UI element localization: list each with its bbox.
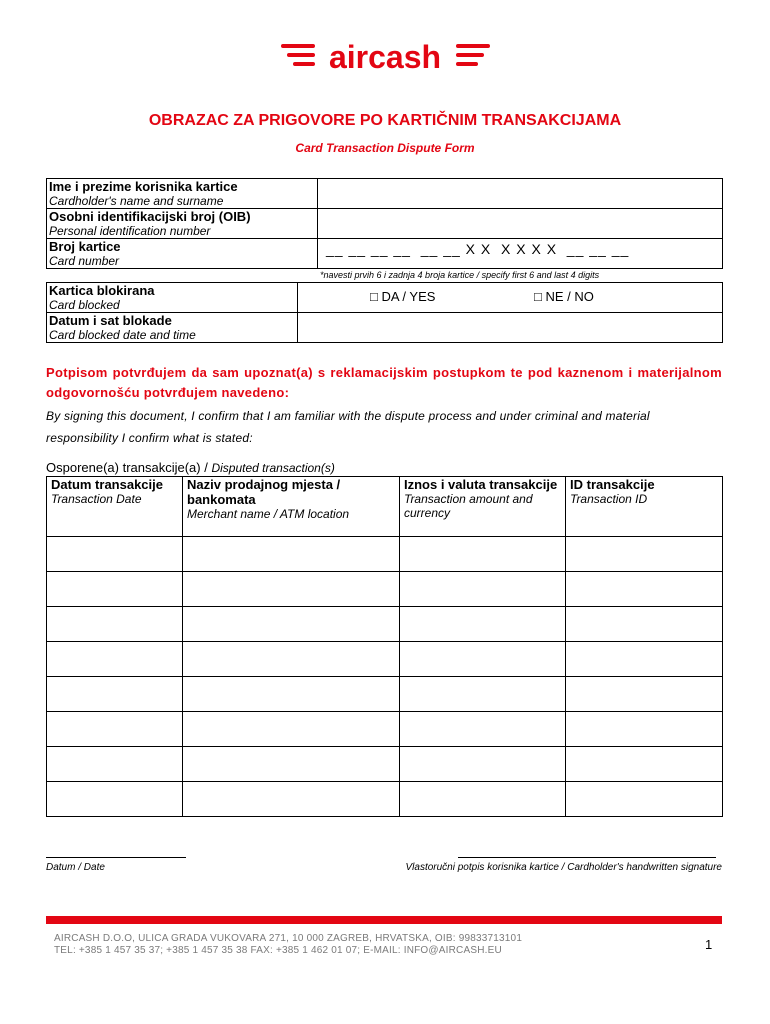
date-signature-line[interactable]: [46, 857, 186, 858]
footer-line-2: TEL: +385 1 457 35 37; +385 1 457 35 38 FAX: +385 1 462 01 07; E-MAIL: INFO@AIRCASH.EU: [54, 945, 502, 956]
table-row: [47, 642, 723, 677]
col-id-title: ID transakcije: [570, 477, 655, 492]
table-row: [47, 712, 723, 747]
col-date-title: Datum transakcije: [51, 477, 163, 492]
cell-date[interactable]: [47, 572, 183, 607]
no-checkbox[interactable]: □ NE / NO: [534, 289, 594, 304]
card-label: Broj kartice: [49, 239, 121, 254]
handwritten-signature-line[interactable]: [458, 857, 716, 858]
cell-date[interactable]: [47, 747, 183, 782]
blocked-label: Kartica blokirana: [49, 283, 155, 298]
oib-label-cell: [47, 209, 318, 239]
holder-label-cell: [47, 179, 318, 209]
table-row: [47, 677, 723, 712]
col-id-header: [566, 477, 723, 537]
footer-address: [54, 933, 522, 957]
signature-label: Vlastoručni potpis korisnika kartice / Cardholder's handwritten signature: [405, 862, 722, 873]
footer-red-bar: [46, 916, 722, 924]
oib-label: Osobni identifikacijski broj (OIB): [49, 209, 251, 224]
cell-id[interactable]: [566, 607, 723, 642]
cell-amount[interactable]: [400, 537, 566, 572]
logo-text: aircash: [328, 39, 442, 75]
cell-id[interactable]: [566, 712, 723, 747]
page-number: 1: [705, 937, 713, 952]
yes-checkbox[interactable]: □ DA / YES: [370, 289, 436, 304]
table-header-row: [47, 477, 723, 537]
cell-merchant[interactable]: [183, 642, 400, 677]
cell-merchant[interactable]: [183, 782, 400, 817]
col-amount-header: [400, 477, 566, 537]
blocked-label-cell: [47, 283, 298, 313]
card-label-cell: [47, 239, 318, 269]
cell-id[interactable]: [566, 572, 723, 607]
cell-merchant[interactable]: [183, 537, 400, 572]
table-row: [47, 607, 723, 642]
disputed-en: Disputed transaction(s): [211, 461, 335, 475]
footer-line-1: AIRCASH D.O.O, ULICA GRADA VUKOVARA 271, 10 000 ZAGREB, HRVATSKA, OIB: 99833713101: [54, 933, 523, 944]
cell-id[interactable]: [566, 537, 723, 572]
cell-merchant[interactable]: [183, 747, 400, 782]
cell-amount[interactable]: [400, 607, 566, 642]
col-date-header: [47, 477, 183, 537]
cell-merchant[interactable]: [183, 712, 400, 747]
blockdate-label: Datum i sat blokade: [49, 313, 172, 328]
card-note: *navesti prvih 6 i zadnja 4 broja kartice / specify first 6 and last 4 digits: [320, 270, 600, 280]
disputed-heading: [46, 460, 335, 475]
holder-sublabel: Cardholder's name and surname: [49, 194, 224, 208]
blocked-sublabel: Card blocked: [49, 298, 120, 312]
table-row: [47, 537, 723, 572]
card-sublabel: Card number: [49, 254, 120, 268]
table-row: [47, 572, 723, 607]
cell-id[interactable]: [566, 642, 723, 677]
disputed-hr: Osporene(a) transakcije(a) /: [46, 460, 212, 475]
date-label: Datum / Date: [46, 862, 105, 873]
transactions-table: [46, 476, 723, 817]
cell-date[interactable]: [47, 537, 183, 572]
cell-merchant[interactable]: [183, 607, 400, 642]
cell-amount[interactable]: [400, 712, 566, 747]
cardholder-info-table: [46, 178, 723, 269]
col-merchant-header: [183, 477, 400, 537]
cell-id[interactable]: [566, 747, 723, 782]
statement-hr: Potpisom potvrđujem da sam upoznat(a) s reklamacijskim postupkom te pod kaznenom i materijalnom odgovornošću potvrđujem navedeno:: [46, 365, 722, 400]
form-title: OBRAZAC ZA PRIGOVORE PO KARTIČNIM TRANSAKCIJAMA: [148, 112, 622, 129]
cell-date[interactable]: [47, 677, 183, 712]
col-amount-title: Iznos i valuta transakcije: [404, 477, 558, 492]
cell-amount[interactable]: [400, 642, 566, 677]
blocked-options: [298, 283, 723, 313]
blockdate-sublabel: Card blocked date and time: [49, 328, 196, 342]
cell-date[interactable]: [47, 642, 183, 677]
blockdate-label-cell: [47, 313, 298, 343]
col-merchant-subtitle: Merchant name / ATM location: [187, 507, 350, 521]
col-id-subtitle: Transaction ID: [570, 492, 648, 506]
col-amount-subtitle: Transaction amount and currency: [404, 492, 533, 520]
cell-amount[interactable]: [400, 782, 566, 817]
card-number-input[interactable]: [318, 239, 723, 269]
oib-input[interactable]: [318, 209, 723, 239]
cell-id[interactable]: [566, 677, 723, 712]
cell-merchant[interactable]: [183, 572, 400, 607]
cell-id[interactable]: [566, 782, 723, 817]
cell-date[interactable]: [47, 607, 183, 642]
holder-input[interactable]: [318, 179, 723, 209]
card-blocked-table: [46, 282, 723, 343]
table-row: [47, 747, 723, 782]
cell-amount[interactable]: [400, 572, 566, 607]
holder-label: Ime i prezime korisnika kartice: [49, 179, 238, 194]
col-merchant-title: Naziv prodajnog mjesta / bankomata: [187, 477, 341, 507]
oib-sublabel: Personal identification number: [49, 224, 211, 238]
statement-en: By signing this document, I confirm that I am familiar with the dispute process and under criminal and material responsibility I confirm what is stated:: [46, 409, 650, 445]
table-row: [47, 782, 723, 817]
cell-date[interactable]: [47, 712, 183, 747]
card-mask: __ __ __ __ __ __ X X X X X X __ __ __: [326, 241, 630, 257]
aircash-logo: [0, 38, 770, 78]
col-date-subtitle: Transaction Date: [51, 492, 142, 506]
cell-merchant[interactable]: [183, 677, 400, 712]
cell-amount[interactable]: [400, 747, 566, 782]
blockdate-input[interactable]: [298, 313, 723, 343]
form-subtitle: Card Transaction Dispute Form: [295, 141, 475, 155]
cell-amount[interactable]: [400, 677, 566, 712]
cell-date[interactable]: [47, 782, 183, 817]
